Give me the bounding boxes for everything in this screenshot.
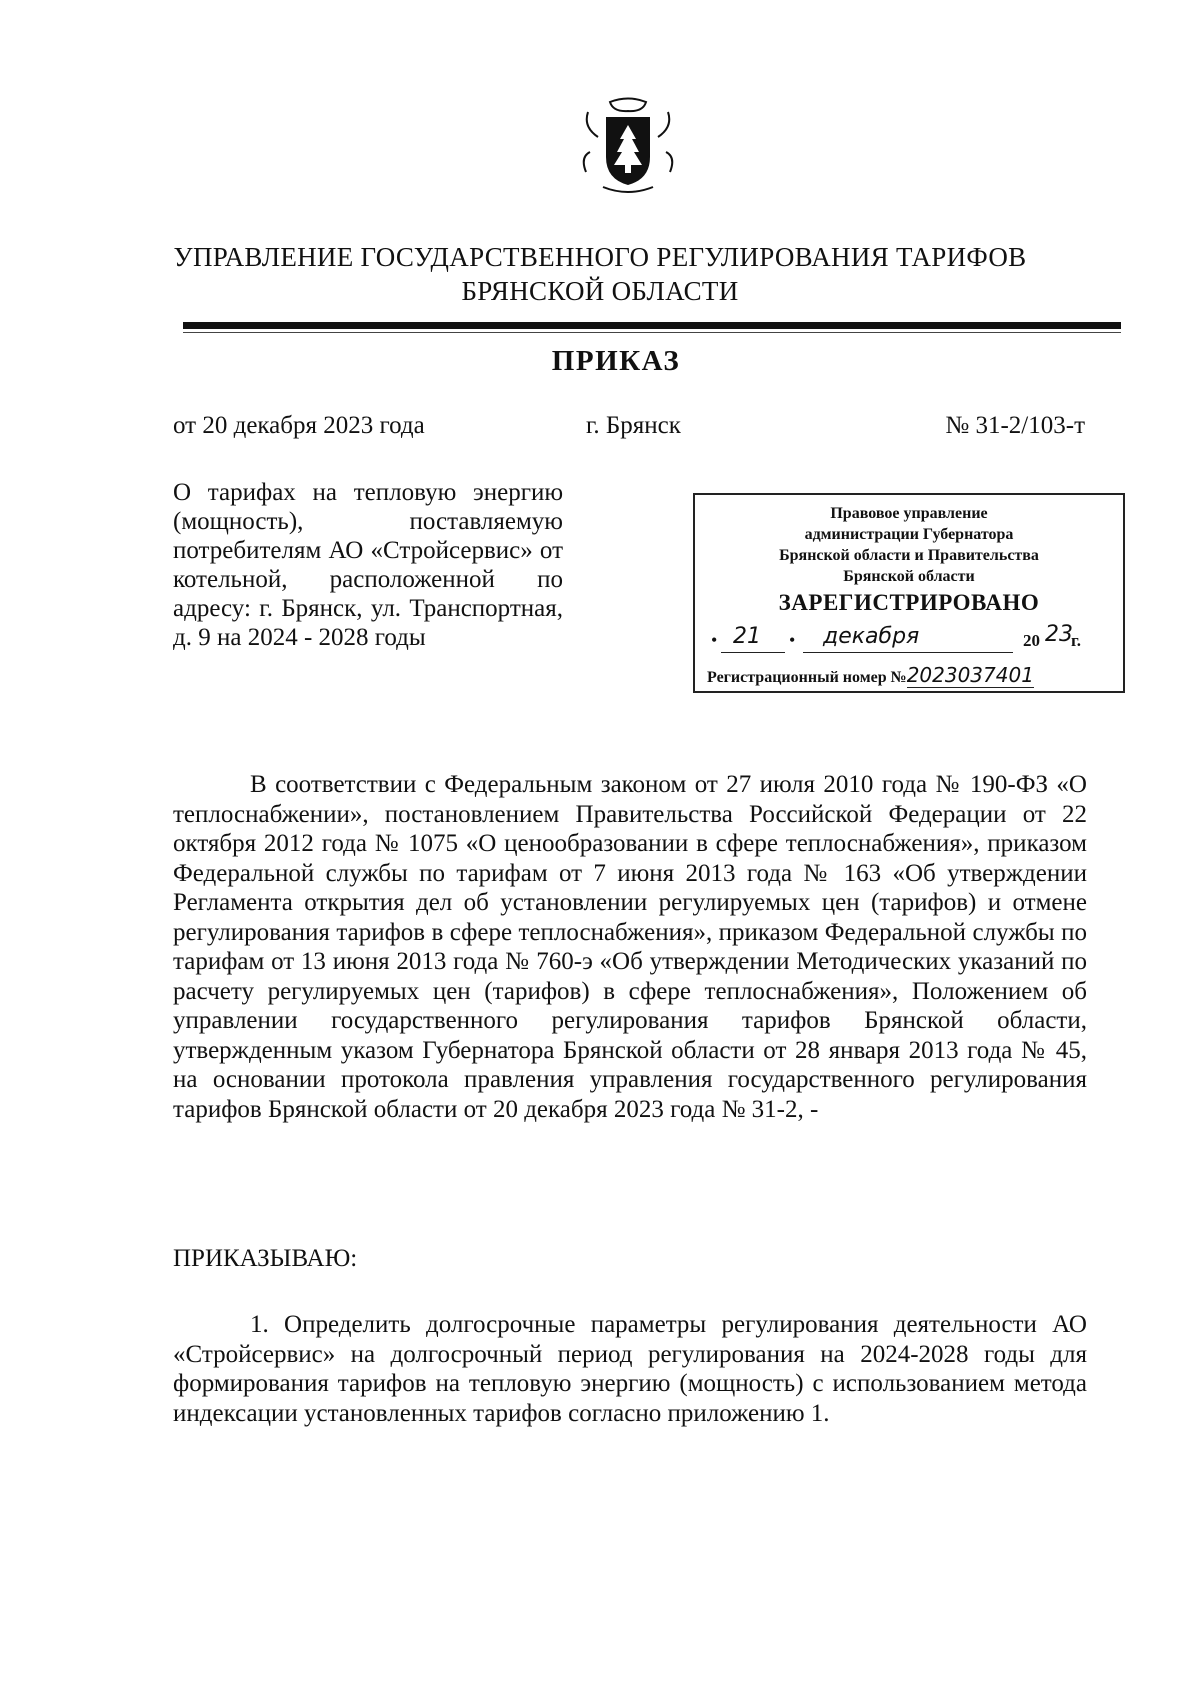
order-item-1-text: 1. Определить долгосрочные параметры регулирования деятельности АО «Стройсервис» на долгосрочный период регулирования на 2024-2028 годы для формирования тарифов на тепловую энергию (мощность) с использованием метода индексации установленных тарифов согласно приложению 1. xyxy=(173,1311,1087,1427)
organization-line-1: УПРАВЛЕНИЕ ГОСУДАРСТВЕННОГО РЕГУЛИРОВАНИЯ ТАРИФОВ xyxy=(173,242,1027,272)
preamble-text: В соответствии с Федеральным законом от 27 июля 2010 года № 190-ФЗ «О теплоснабжении», постановлением Правительства Российской Федерации от 22 октября 2012 года № 1075 «О ценообразовании в сфере теплоснабжения», приказом Федеральной службы по тарифам от 7 июня 2013 года № 163 «Об утверждении Регламента открытия дел об установлении регулируемых цен (тарифов) и отмене регулирования тарифов в сфере теплоснабжения», приказом Федеральной службы по тарифам от 13 июня 2013 года № 760-э «Об утверждении Методических указаний по расчету регулируемых цен (тарифов) в сфере теплоснабжения», Положением об управлении государственного регулирования тарифов Брянской области, утвержденным указом Губернатора Брянской области от 28 января 2013 года № 45, на основании протокола правления управления государственного регулирования тарифов Брянской области от 20 декабря 2023 года № 31-2, - xyxy=(173,771,1087,1123)
document-subject: О тарифах на тепловую энергию (мощность), поставляемую потребителям АО «Стройсервис» от котельной, расположенной по адресу: г. Брянск, ул. Транспортная, д. 9 на 2024 - 2028 годы xyxy=(173,479,563,651)
stamp-line: Брянской области xyxy=(843,568,975,585)
order-word: ПРИКАЗЫВАЮ: xyxy=(173,1245,358,1272)
organization-line-2: БРЯНСКОЙ ОБЛАСТИ xyxy=(461,276,739,306)
stamp-line: администрации Губернатора xyxy=(804,526,1014,543)
document-title: ПРИКАЗ xyxy=(551,345,681,377)
stamp-regnum-label: Регистрационный номер № xyxy=(707,669,907,686)
stamp-registration-number xyxy=(707,663,1034,687)
stamp-year-unit: г. xyxy=(1071,631,1082,650)
stamp-regnum-value: 2023037401 xyxy=(906,663,1034,687)
stamp-year-suffix: 23 xyxy=(1045,622,1073,647)
stamp-authority xyxy=(695,503,1123,587)
stamp-line: Правовое управление xyxy=(830,505,988,522)
stamp-date-month: декабря xyxy=(823,624,920,649)
document-date: от 20 декабря 2023 года xyxy=(173,412,425,439)
header-divider-thin xyxy=(183,332,1121,333)
header-divider xyxy=(183,322,1121,329)
preamble-paragraph xyxy=(173,770,1087,1124)
document-number: № 31-2/103-т xyxy=(945,412,1085,439)
stamp-registered: ЗАРЕГИСТРИРОВАНО xyxy=(778,590,1040,615)
registration-stamp xyxy=(693,493,1125,693)
document-city: г. Брянск xyxy=(586,412,681,439)
organization-name xyxy=(120,240,1080,308)
stamp-year-prefix: 20 xyxy=(1023,631,1040,650)
stamp-date: • 21 • декабря 20 23 г. xyxy=(711,628,1111,656)
order-item-1 xyxy=(173,1310,1087,1428)
stamp-date-day: 21 xyxy=(733,624,761,649)
stamp-line: Брянской области и Правительства xyxy=(779,547,1039,564)
coat-of-arms-icon xyxy=(568,97,688,207)
coat-of-arms-emblem xyxy=(568,97,688,207)
